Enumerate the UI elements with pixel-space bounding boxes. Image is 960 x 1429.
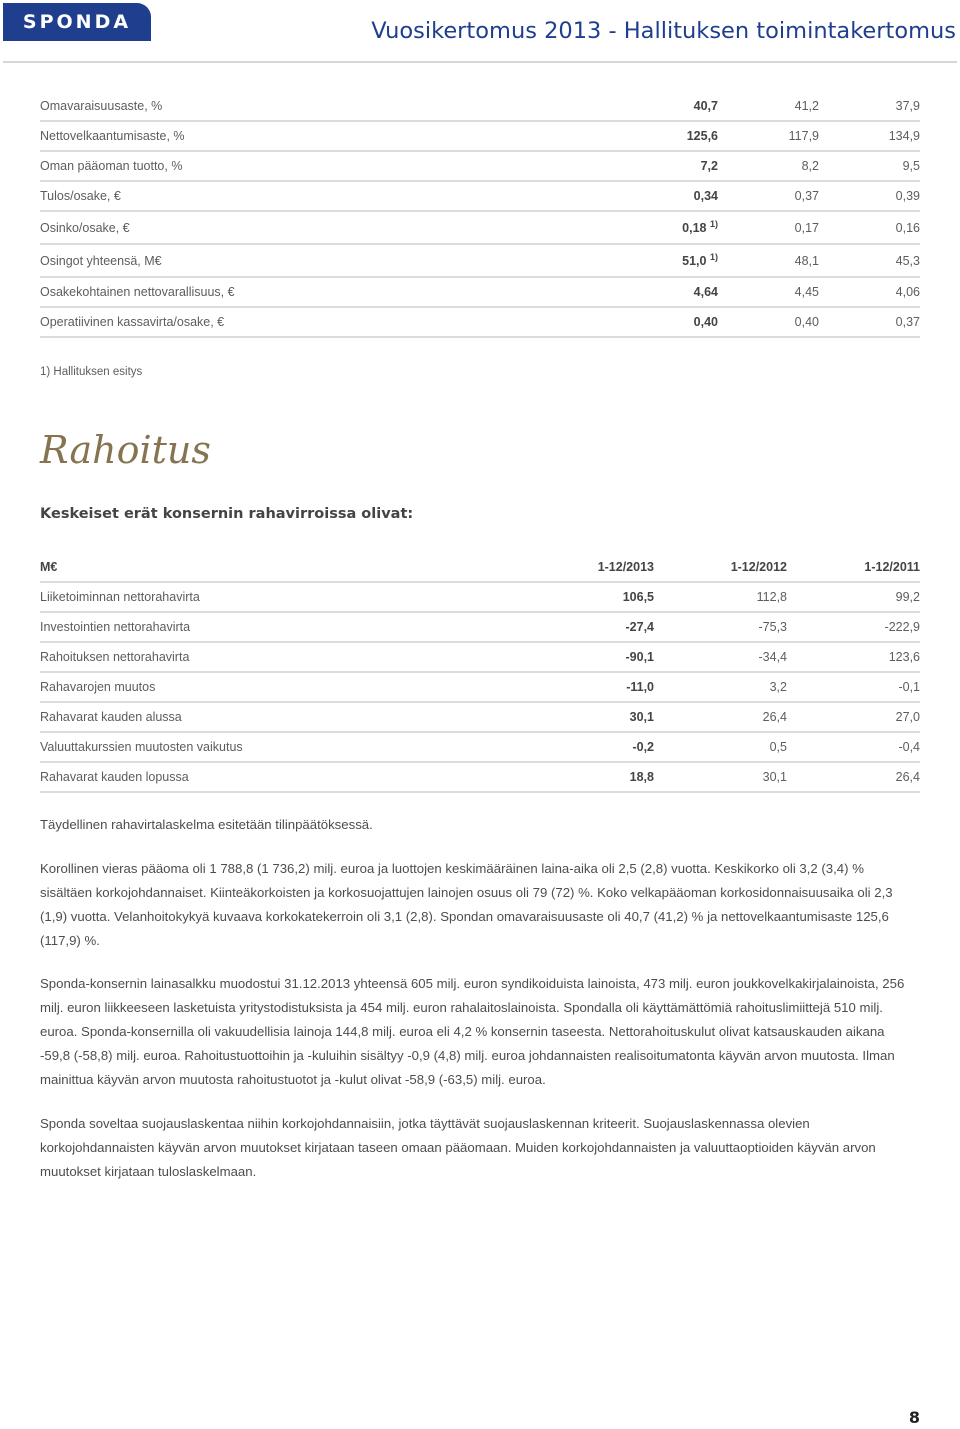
value-2013: 30,1 (629, 710, 654, 724)
value-2012: 4,45 (794, 285, 819, 299)
value-2011: 123,6 (888, 650, 920, 664)
value-2011: 26,4 (895, 770, 920, 784)
value-2011: -0,4 (898, 740, 920, 754)
value-2013: 7,2 (700, 159, 718, 173)
value-2011: 0,39 (895, 189, 920, 203)
row-label: Osingot yhteensä, M€ (40, 253, 162, 268)
value-2013: -90,1 (625, 650, 654, 664)
row-label: Rahavarojen muutos (40, 680, 156, 694)
cashflow-table (40, 553, 920, 793)
table-row (40, 122, 920, 152)
value-2012: -75,3 (758, 620, 787, 634)
value-2012: 0,17 (794, 220, 819, 235)
value-2013: 40,7 (693, 99, 718, 113)
paragraph: Täydellinen rahavirtalaskelma esitetään tilinpäätöksessä. (40, 817, 373, 832)
table-row (40, 308, 920, 338)
footnote-marker: 1) (709, 252, 718, 263)
row-label: Tulos/osake, € (40, 189, 121, 203)
value-2011: 0,37 (895, 315, 920, 329)
row-label: Omavaraisuusaste, % (40, 99, 163, 113)
table-row (40, 643, 920, 673)
table-row (40, 92, 920, 122)
value-2013: -11,0 (626, 680, 654, 694)
row-label: Oman pääoman tuotto, % (40, 159, 183, 173)
table-header-row (40, 553, 920, 583)
header-2011: 1-12/2011 (864, 560, 920, 574)
key-figures-table (40, 92, 920, 338)
row-label: Operatiivinen kassavirta/osake, € (40, 315, 225, 329)
value-text: 0,18 (682, 221, 707, 236)
value-2013: -27,4 (625, 620, 654, 634)
value-2011: 4,06 (895, 285, 920, 299)
value-2013: -0,2 (632, 740, 654, 754)
row-label: Rahavarat kauden lopussa (40, 770, 189, 784)
value-2012: 41,2 (794, 99, 819, 113)
table-row (40, 733, 920, 763)
section-subheading: Keskeiset erät konsernin rahavirroissa olivat: (40, 506, 414, 522)
row-label: Rahoituksen nettorahavirta (40, 650, 190, 664)
value-2012: 0,40 (794, 315, 819, 329)
table-row (40, 763, 920, 793)
table-row (40, 212, 920, 245)
row-label: Rahavarat kauden alussa (40, 710, 182, 724)
header-label: M€ (40, 560, 58, 574)
value-2011: 0,16 (895, 220, 920, 235)
table-row (40, 182, 920, 212)
value-text: 51,0 (682, 254, 707, 269)
value-2011: 99,2 (895, 590, 920, 604)
row-label: Investointien nettorahavirta (40, 620, 191, 634)
footnote-marker: 1) (709, 219, 718, 230)
value-2011: -0,1 (898, 680, 920, 694)
document-title: Vuosikertomus 2013 - Hallituksen toimintakertomus (371, 18, 956, 44)
value-2012: 26,4 (762, 710, 787, 724)
value-2011: 45,3 (895, 253, 920, 268)
value-2013 (40, 219, 718, 235)
footnote: 1) Hallituksen esitys (40, 366, 143, 378)
sponda-logo: SPONDA (3, 3, 151, 41)
value-2013: 0,34 (693, 189, 718, 203)
table-row (40, 152, 920, 182)
value-2013: 18,8 (629, 770, 654, 784)
value-2013 (40, 252, 718, 268)
row-label: Nettovelkaantumisaste, % (40, 129, 185, 143)
row-label: Valuuttakurssien muutosten vaikutus (40, 740, 243, 754)
value-2012: -34,4 (758, 650, 787, 664)
paragraph: Sponda soveltaa suojauslaskentaa niihin korkojohdannaisiin, jotka täyttävät suojauslaskennan kriteerit. Suojauslaskennassa olevien korkojohdannaisten käyvän arvon muutokset kirjataan taseen omaan pääomaan. Muiden korkojohdannaisten ja valuuttaoptioiden käyvän arvon muutokset kirjataan tuloslaskelmaan. (40, 1116, 876, 1179)
value-2012: 48,1 (794, 253, 819, 268)
table-row (40, 613, 920, 643)
value-2012: 0,5 (769, 740, 787, 754)
value-2013: 0,40 (693, 315, 718, 329)
value-2011: 37,9 (895, 99, 920, 113)
table-row (40, 673, 920, 703)
value-2012: 3,2 (769, 680, 787, 694)
value-2011: 9,5 (902, 159, 920, 173)
value-2012: 8,2 (801, 159, 819, 173)
row-label: Osinko/osake, € (40, 220, 130, 235)
paragraph: Korollinen vieras pääoma oli 1 788,8 (1 736,2) milj. euroa ja luottojen keskimääräinen laina-aika oli 2,5 (2,8) vuotta. Keskikorko oli 3,2 (3,4) % sisältäen korkojohdannaiset. Kiinteäkorkoisten ja korkosuojattujen lainojen osuus oli 79 (72) %. Koko velkapääoman korkosidonnaisuusaika oli 2,3 (1,9) vuotta. Velanhoitokykyä kuvaava korkokatekerroin oli 3,1 (2,8). Spondan omavaraisuusaste oli 40,7 (41,2) % ja nettovelkaantumisaste 125,6 (117,9) %. (40, 861, 893, 948)
table-row (40, 703, 920, 733)
value-2012: 112,8 (756, 590, 787, 604)
value-2013: 125,6 (686, 129, 718, 143)
section-title: Rahoitus (40, 428, 211, 472)
row-label: Liiketoiminnan nettorahavirta (40, 590, 200, 604)
value-2012: 117,9 (788, 129, 819, 143)
table-row (40, 278, 920, 308)
table-row (40, 245, 920, 278)
value-2013: 4,64 (693, 285, 718, 299)
value-2013: 106,5 (622, 590, 654, 604)
header-2013: 1-12/2013 (597, 560, 654, 574)
value-2012: 0,37 (794, 189, 819, 203)
value-2011: -222,9 (884, 620, 920, 634)
table-row (40, 583, 920, 613)
paragraph: Sponda-konsernin lainasalkku muodostui 31.12.2013 yhteensä 605 milj. euron syndikoiduista lainoista, 473 milj. euron joukkovelkakirjalainoista, 256 milj. euron liikkeeseen lasketuista yritystodistuksista ja 454 milj. euron rahalaitoslainoista. Spondalla oli käyttämättömiä rahoituslimiittejä 510 milj. euroa. Sponda-konsernilla oli vakuudellisia lainoja 144,8 milj. euroa eli 4,2 % konsernin taseesta. Nettorahoituskulut olivat katsauskauden aikana -59,8 (-58,8) milj. euroa. Rahoitustuottoihin ja -kuluihin sisältyy -0,9 (4,8) milj. euroa johdannaisten realisoitumatonta käyvän arvon muutosta. Ilman mainittua käyvän arvon muutosta rahoitustuotot ja -kulut olivat -58,9 (-63,5) milj. euroa. (40, 976, 905, 1087)
value-2011: 134,9 (888, 129, 920, 143)
header-divider (3, 61, 957, 63)
page-number: 8 (908, 1408, 920, 1427)
header-2012: 1-12/2012 (730, 560, 787, 574)
row-label: Osakekohtainen nettovarallisuus, € (40, 285, 235, 299)
value-2012: 30,1 (762, 770, 787, 784)
value-2011: 27,0 (895, 710, 920, 724)
